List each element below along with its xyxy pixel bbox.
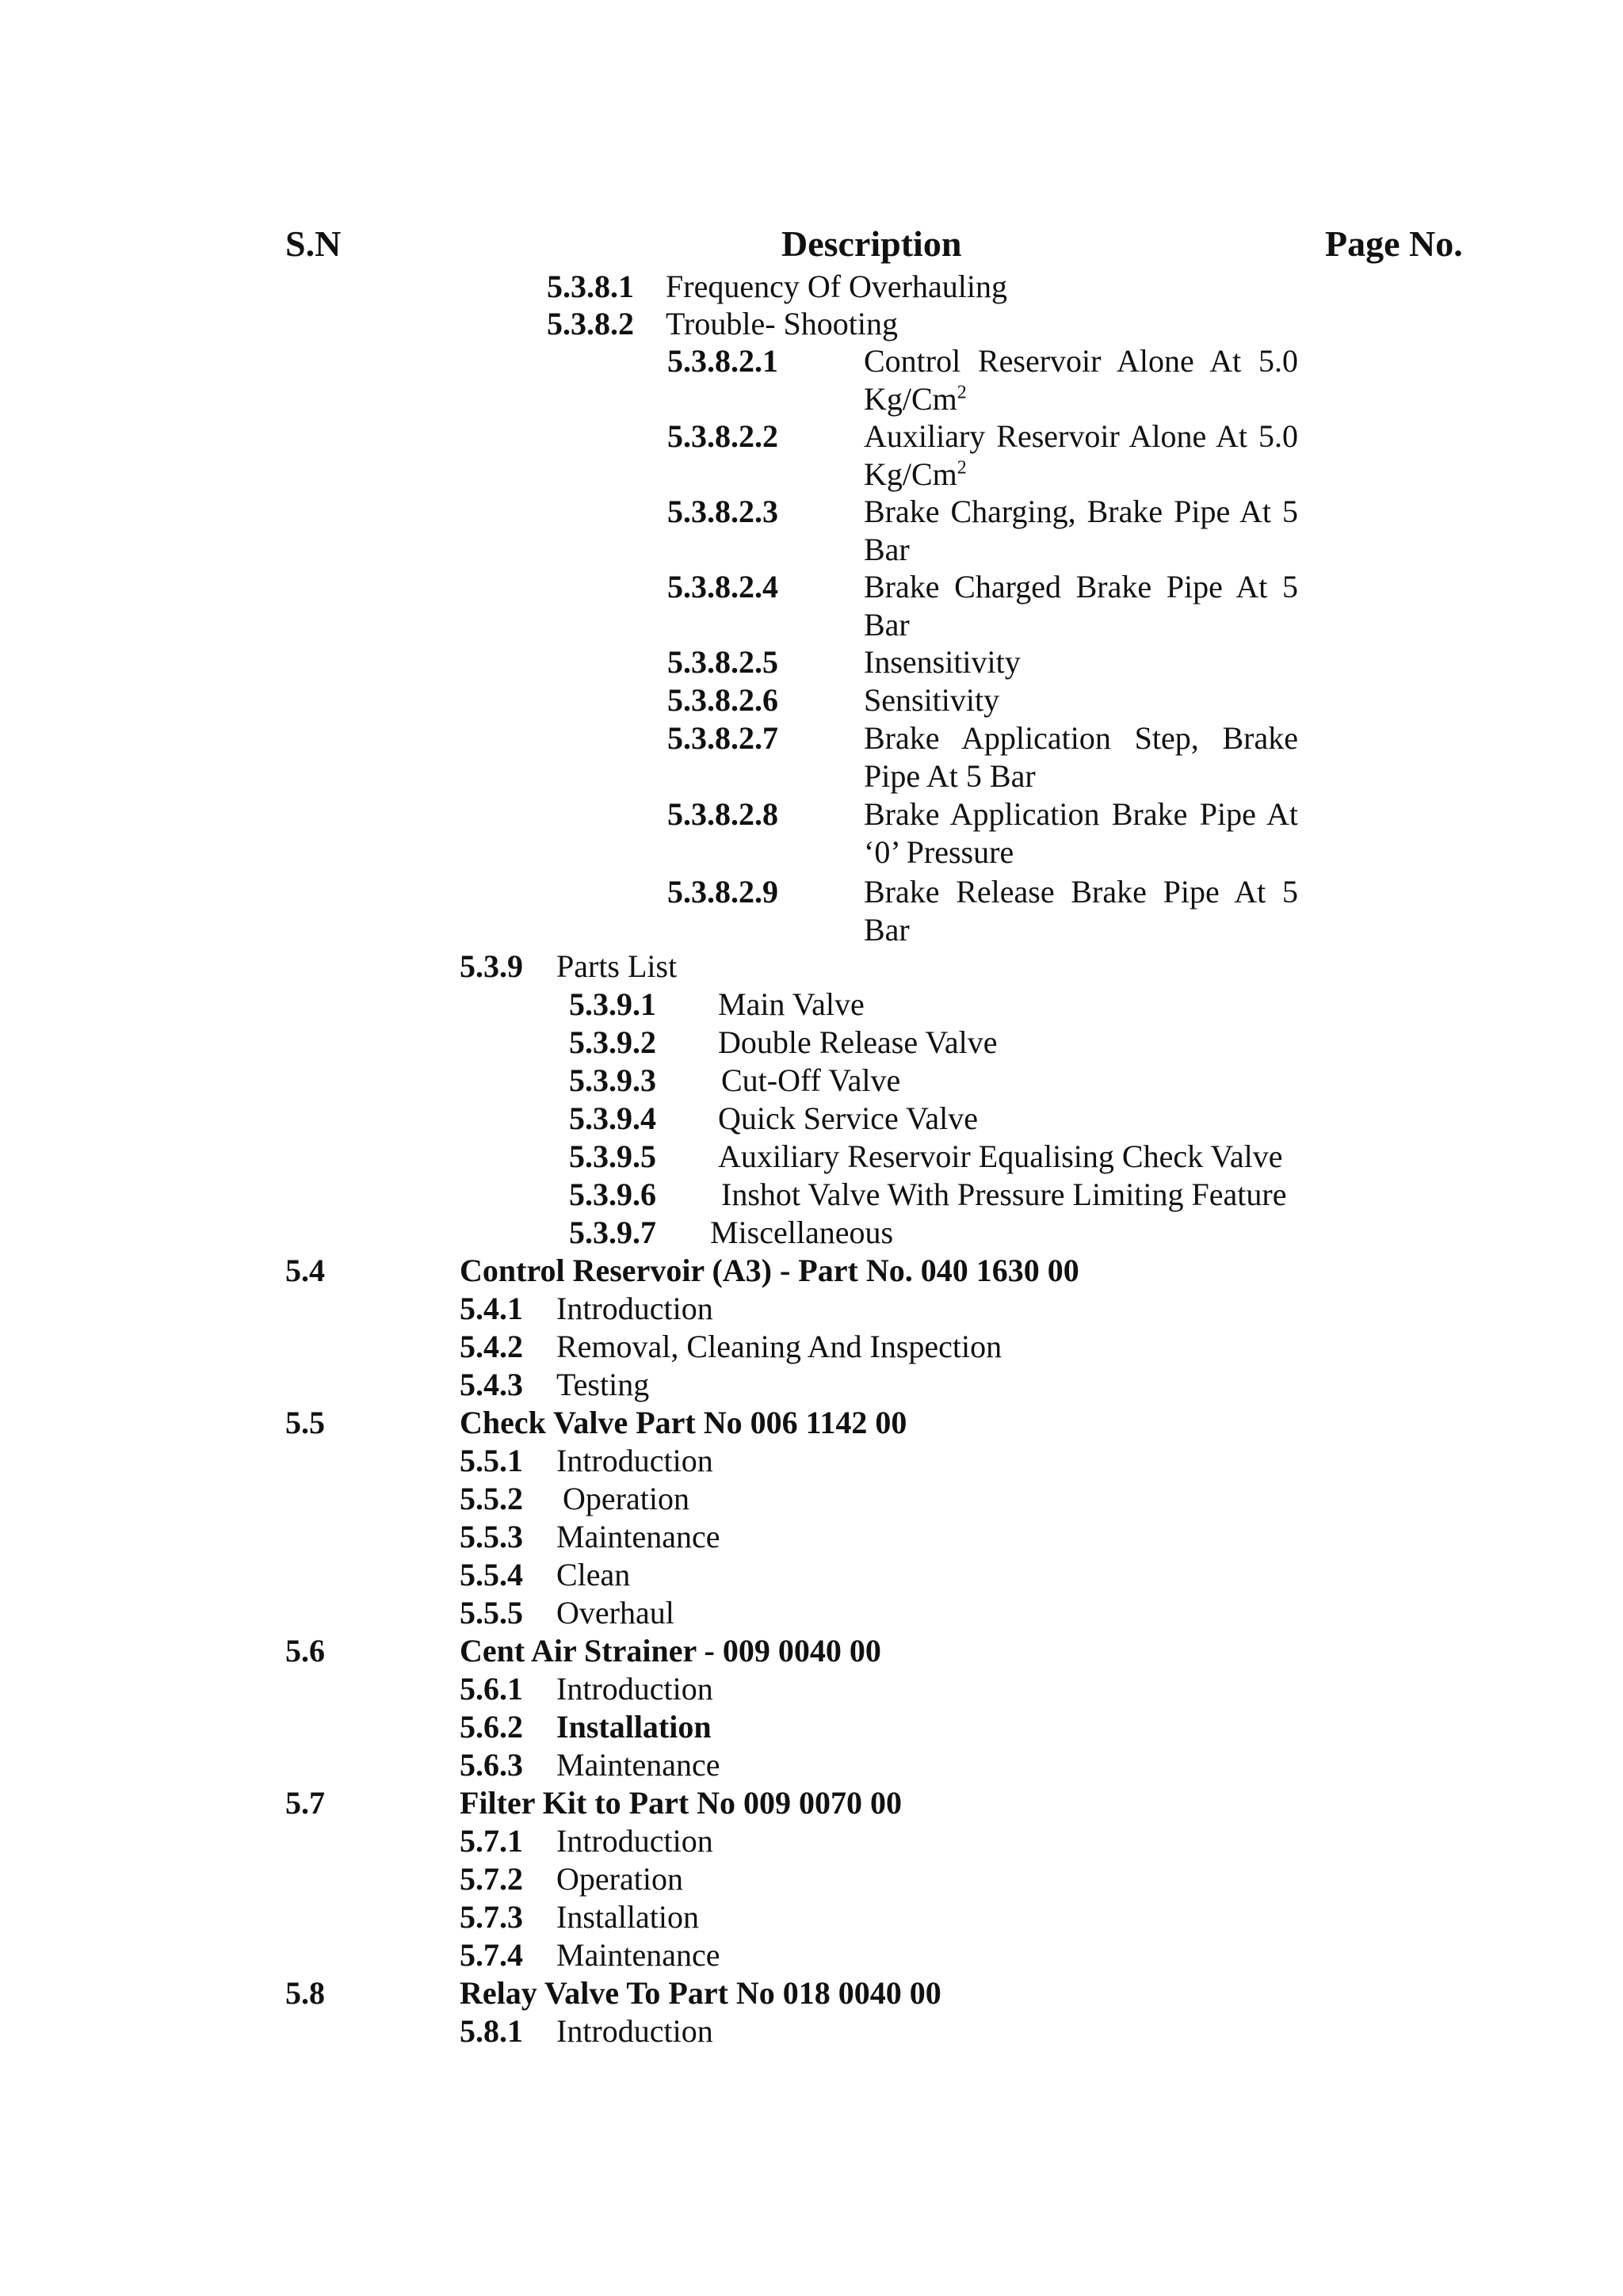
entry-title: Trouble- Shooting: [666, 306, 899, 341]
entry-number: 5.3.8.2.5: [667, 644, 778, 680]
entry-number: 5.6.1: [460, 1671, 523, 1707]
description-column-header: Description: [781, 223, 962, 264]
entry-title: Sensitivity: [864, 682, 1000, 718]
entry-title: Insensitivity: [864, 644, 1021, 680]
entry-number: 5.3.8.2: [547, 306, 634, 341]
entry-number: 5.4.2: [460, 1329, 523, 1364]
entry-title: Miscellaneous: [710, 1215, 894, 1250]
entry-title: Introduction: [556, 1823, 713, 1859]
entry-title: Installation: [556, 1899, 699, 1935]
entry-title: Auxiliary Reservoir Alone At 5.0 Kg/Cm$^2$: [864, 418, 1298, 492]
entry-number: 5.3.9: [460, 948, 523, 984]
entry-title: Removal, Cleaning And Inspection: [556, 1329, 1002, 1364]
entry-number: 5.6.3: [460, 1747, 523, 1783]
page-no-column-header: Page No.: [1325, 223, 1463, 264]
entry-number: 5.3.9.7: [569, 1215, 656, 1250]
entry-number: 5.3.8.1: [547, 269, 634, 304]
section-title: Filter Kit to Part No 009 0070 00: [460, 1785, 903, 1821]
section-title: Relay Valve To Part No 018 0040 00: [460, 1975, 941, 2011]
entry-title: Installation: [556, 1709, 712, 1745]
entry-title: Maintenance: [556, 1519, 720, 1554]
entry-title: Introduction: [556, 1443, 713, 1478]
entry-title: Control Reservoir Alone At 5.0 Kg/Cm$^2$: [864, 343, 1298, 417]
entry-title: Main Valve: [718, 986, 865, 1022]
entry-title: Maintenance: [556, 1747, 720, 1783]
section-number: 5.8: [285, 1975, 325, 2011]
entry-number: 5.3.9.6: [569, 1177, 656, 1212]
section-number: 5.6: [285, 1633, 325, 1669]
entry-title: Maintenance: [556, 1937, 720, 1973]
entry-title: Operation: [556, 1861, 683, 1897]
section-title: Control Reservoir (A3) - Part No. 040 1630 00: [460, 1253, 1079, 1288]
entry-number: 5.3.9.3: [569, 1062, 656, 1098]
entry-title: Introduction: [556, 1291, 713, 1326]
entry-number: 5.5.1: [460, 1443, 523, 1478]
entry-title: Introduction: [556, 1671, 713, 1707]
entry-title: Clean: [556, 1557, 631, 1592]
entry-number: 5.3.8.2.9: [667, 874, 778, 910]
entry-title: Overhaul: [556, 1595, 674, 1630]
entry-number: 5.3.9.1: [569, 986, 656, 1022]
section-title: Check Valve Part No 006 1142 00: [460, 1405, 907, 1440]
entry-number: 5.5.3: [460, 1519, 523, 1554]
entry-number: 5.5.2: [460, 1481, 523, 1516]
entry-number: 5.3.8.2.7: [667, 720, 778, 756]
entry-title: Parts List: [556, 948, 678, 984]
entry-title: Quick Service Valve: [718, 1100, 979, 1136]
entry-title: Brake Charging, Brake Pipe At 5 Bar: [864, 494, 1298, 567]
entry-number: 5.3.8.2.6: [667, 682, 778, 718]
entry-title: Double Release Valve: [718, 1024, 998, 1060]
entry-number: 5.8.1: [460, 2013, 523, 2049]
entry-title: Frequency Of Overhauling: [666, 269, 1007, 304]
entry-title: Brake Application Brake Pipe At ‘0’ Pressure: [864, 796, 1298, 870]
entry-number: 5.3.9.5: [569, 1138, 656, 1174]
superscript: 2: [957, 382, 967, 403]
entry-title: Brake Release Brake Pipe At 5 Bar: [864, 874, 1298, 948]
section-title: Cent Air Strainer - 009 0040 00: [460, 1633, 881, 1669]
entry-number: 5.3.8.2.3: [667, 494, 778, 529]
entry-title: Brake Application Step, Brake Pipe At 5 Bar: [864, 720, 1298, 794]
entry-number: 5.3.8.2.2: [667, 418, 778, 454]
superscript: 2: [957, 457, 967, 479]
entry-number: 5.7.3: [460, 1899, 523, 1935]
entry-title: Brake Charged Brake Pipe At 5 Bar: [864, 569, 1298, 643]
section-number: 5.5: [285, 1405, 325, 1440]
entry-title: Auxiliary Reservoir Equalising Check Valve: [718, 1138, 1283, 1174]
entry-number: 5.3.9.2: [569, 1024, 656, 1060]
entry-number: 5.7.1: [460, 1823, 523, 1859]
entry-number: 5.7.2: [460, 1861, 523, 1897]
entry-number: 5.5.5: [460, 1595, 523, 1630]
entry-number: 5.6.2: [460, 1709, 523, 1745]
entry-title: Testing: [556, 1367, 650, 1402]
entry-number: 5.7.4: [460, 1937, 523, 1973]
entry-title: Introduction: [556, 2013, 713, 2049]
entry-number: 5.3.9.4: [569, 1100, 656, 1136]
entry-title: Inshot Valve With Pressure Limiting Feature: [721, 1177, 1287, 1212]
entry-number: 5.3.8.2.1: [667, 343, 778, 379]
section-number: 5.7: [285, 1785, 325, 1821]
entry-title: Operation: [563, 1481, 689, 1516]
entry-number: 5.4.3: [460, 1367, 523, 1402]
entry-number: 5.5.4: [460, 1557, 523, 1592]
sn-column-header: S.N: [285, 223, 342, 264]
entry-number: 5.3.8.2.8: [667, 796, 778, 832]
entry-number: 5.4.1: [460, 1291, 523, 1326]
entry-title: Cut-Off Valve: [721, 1062, 901, 1098]
section-number: 5.4: [285, 1253, 325, 1288]
entry-number: 5.3.8.2.4: [667, 569, 778, 605]
